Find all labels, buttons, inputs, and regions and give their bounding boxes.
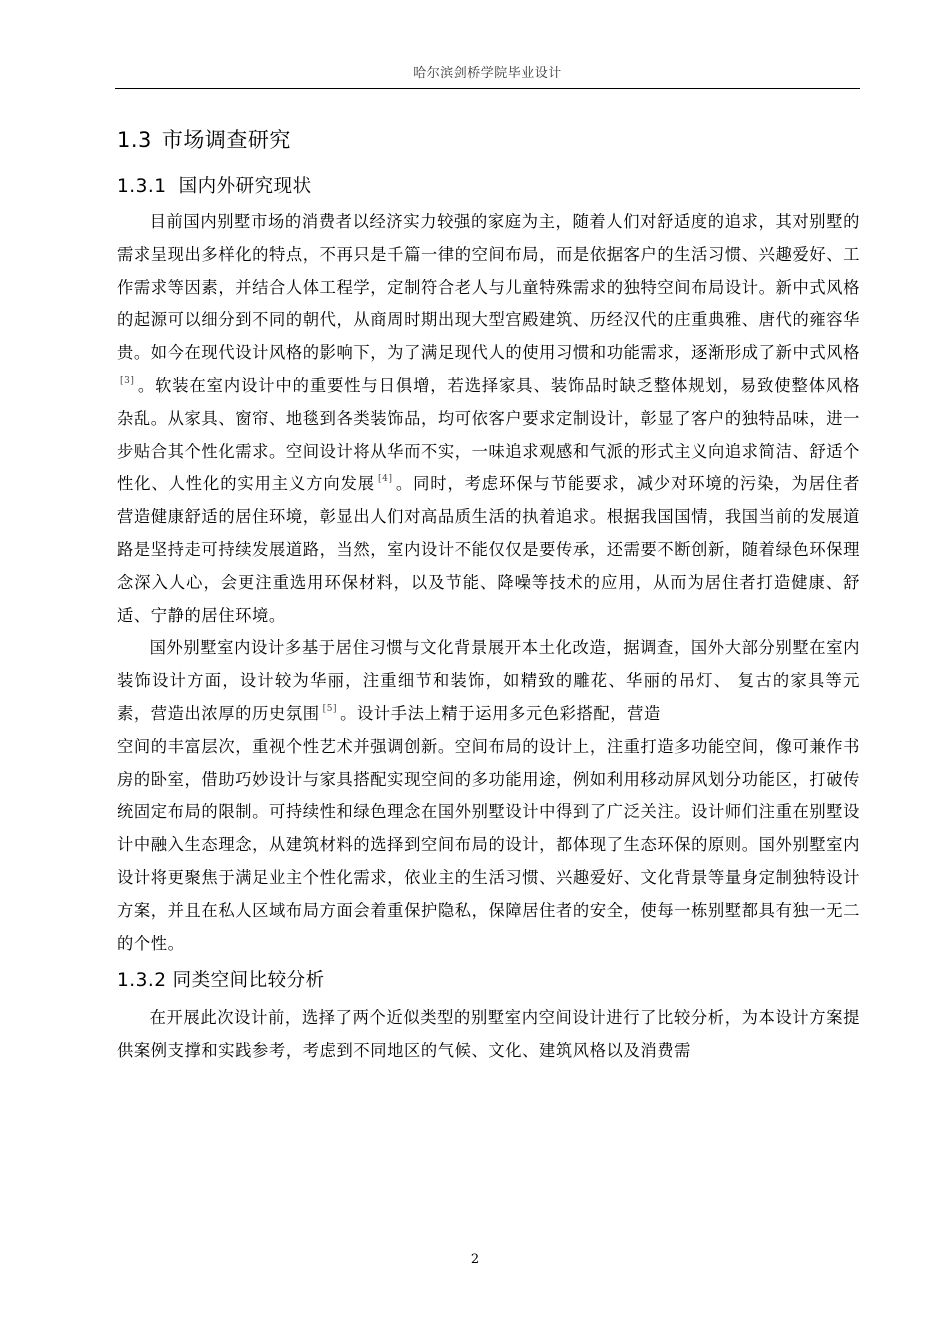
paragraph-foreign (117, 632, 860, 730)
section-title: 市场调查研究 (161, 128, 291, 152)
paragraph-domestic-part-a: 目前国内别墅市场的消费者以经济实力较强的家庭为主，随着人们对舒适度的追求，其对别墅的需求呈现出多样化的特点，不再只是千篇一律的空间布局，而是依据客户的生活习惯、兴趣爱好、工作需求等因素，并结合人体工程学，定制符合老人与儿童特殊需求的独特空间布局设计。新中式风格的起源可以细分到不同的朝代，从商周时期出现大型宫殿建筑、历经汉代的庄重典雅、唐代的雍容华贵。如今在现代设计风格的影响下，为了满足现代人的使用习惯和功能需求，逐渐形成了新中式风格 (117, 212, 860, 363)
subsection-title-2: 同类空间比较分析 (172, 970, 325, 992)
paragraph-comparison: 在开展此次设计前，选择了两个近似类型的别墅室内空间设计进行了比较分析，为本设计方案提供案例支撑和实践参考，考虑到不同地区的气候、文化、建筑风格以及消费需 (117, 1008, 860, 1061)
subsection-number-2: 1.3.2 (117, 970, 167, 992)
section-heading (117, 124, 860, 154)
subsection-heading-2 (117, 966, 860, 992)
citation-4: [4] (378, 474, 393, 485)
paragraph-domestic-part-c: 。同时，考虑环保与节能要求，减少对环境的污染，为居住者营造健康舒适的居住环境，彰显出人们对高品质生活的执着追求。根据我国国情，我国当前的发展道路是坚持走可持续发展道路，当然，室内设计不能仅仅是要传承，还需要不断创新，随着绿色环保理念深入人心，会更注重选用环保材料，以及节能、降噪等技术的应用，从而为居住者打造健康、舒适、宁静的居住环境。 (117, 474, 860, 625)
subsection-title-1: 国内外研究现状 (178, 176, 312, 197)
paragraph-foreign-continued: 空间的丰富层次，重视个性艺术并强调创新。空间布局的设计上，注重打造多功能空间，像可兼作书房的卧室，借助巧妙设计与家具搭配实现空间的多功能用途，例如利用移动屏风划分功能区，打破传统固定布局的限制。可持续性和绿色理念在国外别墅设计中得到了广泛关注。设计师们注重在别墅设计中融入生态理念，从建筑材料的选择到空间布局的设计，都体现了生态环保的原则。国外别墅室内设计将更聚焦于满足业主个性化需求，依业主的生活习惯、兴趣爱好、文化背景等量身定制独特设计方案，并且在私人区域布局方面会着重保护隐私，保障居住者的安全，使每一栋别墅都具有独一无二的个性。 (117, 736, 860, 953)
citation-5: [5] (322, 703, 338, 714)
page-body (117, 118, 860, 1068)
paragraph-domestic-part-b: 。软装在室内设计中的重要性与日俱增，若选择家具、装饰品时缺乏整体规划，易致使整体风格杂乱。从家具、窗帘、地毯到各类装饰品，均可依客户要求定制设计，彰显了客户的独特品味，进一步贴合其个性化需求。空间设计将从华而不实，一味追求观感和气派的形式主义向追求简洁、舒适个性化、人性化的实用主义方向发展 (117, 375, 860, 494)
page-number: 2 (470, 1252, 480, 1267)
subsection-number-1: 1.3.1 (117, 176, 167, 197)
page-header: 哈尔滨剑桥学院毕业设计 (413, 66, 562, 81)
paragraph-foreign-part-a: 国外别墅室内设计多基于居住习惯与文化背景展开本土化改造，据调查，国外大部分别墅在室内装饰设计方面，设计较为华丽，注重细节和装饰，如精致的雕花、华丽的吊灯、 复古的家具等元素，营造出浓厚的历史氛围 (117, 638, 860, 723)
header-rule (115, 88, 860, 89)
subsection-heading-1 (117, 172, 860, 198)
citation-3: [3] (120, 375, 135, 386)
paragraph-foreign-part-b: 。设计手法上精于运用多元色彩搭配，营造 (340, 703, 661, 723)
section-number: 1.3 (117, 128, 152, 152)
paragraph-domestic (117, 206, 860, 632)
